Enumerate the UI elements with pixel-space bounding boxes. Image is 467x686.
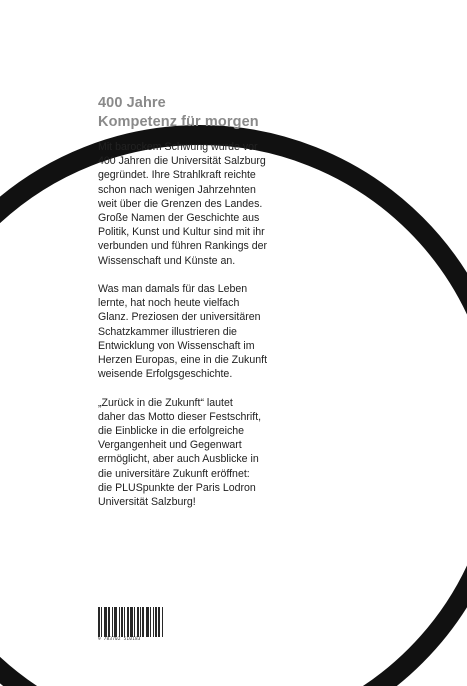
barcode-bar [130,607,131,637]
barcode-bar [115,607,116,637]
text-line: Was man damals für das Leben [98,283,248,296]
barcode-bar [143,607,144,637]
barcode-bar [105,607,106,637]
barcode-bar [155,607,156,637]
text-line: Entwicklung von Wissenschaft im [98,339,255,352]
barcode-bar [114,607,115,637]
barcode-bar [153,607,154,637]
barcode-bar [109,607,110,637]
barcode-bar [104,607,105,637]
barcode-bar [112,607,113,637]
barcode-bar [142,607,143,637]
text-line: Universität Salzburg! [98,496,196,509]
paragraph-3 [98,396,338,510]
barcode-bar [131,607,132,637]
text-line: lernte, hat noch heute vielfach [98,297,240,310]
text-line: Glanz. Preziosen der universitären [98,311,261,324]
text-line: verbunden und führen Rankings der [98,240,268,253]
text-line: Wissenschaft und Künste an. [98,254,236,267]
barcode-bar [121,607,122,637]
barcode-bar [108,607,109,637]
barcode-bar [101,607,102,637]
barcode-bar [127,607,128,637]
cover-heading [98,94,378,132]
text-line: Politik, Kunst und Kultur sind mit ihr [98,226,265,239]
text-line: daher das Motto dieser Festschrift, [98,410,262,423]
text-line: Vergangenheit und Gegenwart [98,439,242,452]
barcode-bar [137,607,138,637]
barcode-bar [140,607,141,637]
isbn-barcode [98,607,164,637]
barcode-bar [134,607,135,637]
barcode-bar [159,607,160,637]
barcode-bar [158,607,159,637]
text-line: Mit barockem Schwung wurde vor [98,141,258,153]
heading-line-1: 400 Jahre [98,95,166,111]
text-line: Herzen Europas, eine in die Zukunft [98,354,268,367]
text-line: gegründet. Ihre Strahlkraft reichte [98,169,256,182]
barcode-bar [98,607,99,637]
barcode-bar [122,607,123,637]
text-line: weisende Erfolgsgeschichte. [98,368,233,381]
barcode-bar [99,607,100,637]
text-line: Große Namen der Geschichte aus [98,212,260,225]
text-line: 400 Jahren die Universität Salzburg [98,155,266,168]
text-line: ermöglicht, aber auch Ausblicke in [98,453,259,466]
paragraph-2 [98,282,338,381]
barcode-bar [106,607,107,637]
text-line: die Einblicke in die erfolgreiche [98,425,245,438]
barcode-bar [148,607,149,637]
body-text [98,140,338,523]
barcode-bar [138,607,139,637]
heading-line-2: Kompetenz für morgen [98,114,259,130]
barcode-bar [147,607,148,637]
text-line: weit über die Grenzen des Landes. [98,197,263,210]
barcode-bar [162,607,163,637]
barcode-bar [119,607,120,637]
barcode-bar [150,607,151,637]
text-line: schon nach wenigen Jahrzehnten [98,183,256,196]
barcode-bar [124,607,125,637]
text-line: die PLUSpunkte der Paris Lodron [98,481,256,494]
barcode-bar [128,607,129,637]
barcode-bar [116,607,117,637]
barcode-bar [132,607,133,637]
barcode-bar [156,607,157,637]
text-line: die universitäre Zukunft eröffnet: [98,467,250,480]
barcode-bar [146,607,147,637]
text-line: Schatzkammer illustrieren die [98,325,237,338]
paragraph-1 [98,140,338,268]
text-line: „Zurück in die Zukunft“ lautet [98,396,233,409]
isbn-number: 9 783702 510183 [98,637,141,642]
